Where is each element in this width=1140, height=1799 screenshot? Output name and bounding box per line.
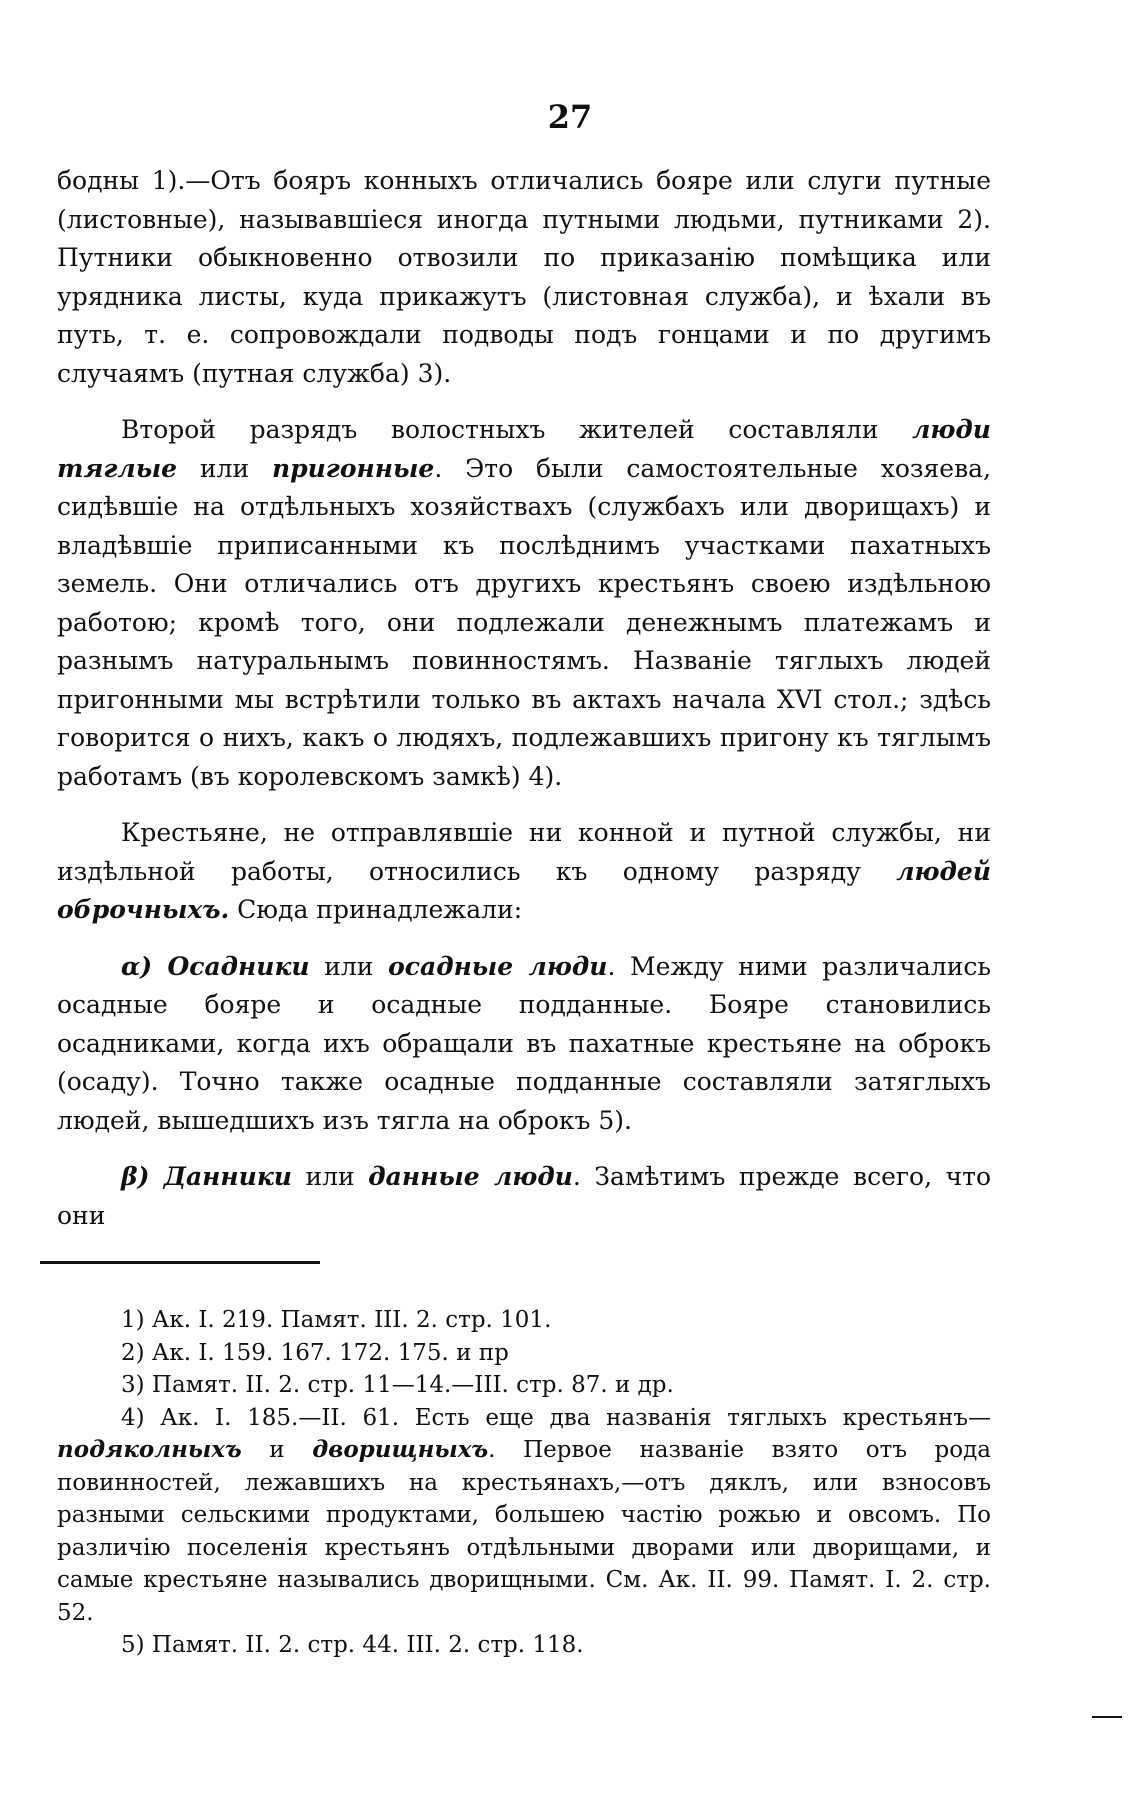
- text-run: 1) Ак. I. 219. Памят. III. 2. стр. 101.: [121, 1307, 552, 1333]
- footnote: [57, 1369, 991, 1402]
- paragraph: [57, 948, 991, 1141]
- text-run: бодны 1).—Отъ бояръ конныхъ отличались бояре или слуги путные (листовные), называвшіеся иногда путными людьми, путниками 2). Путники обыкновенно отвозили по приказанію помѣщика или урядника листы, куда прикажутъ (листовная служба), и ѣхали въ путь, т. е. сопровождали подводы подъ гонцами и по другимъ случаямъ (путная служба) 3).: [57, 166, 991, 388]
- text-run: 2) Ак. I. 159. 167. 172. 175. и пр: [121, 1339, 509, 1366]
- text-run: . Замѣтимъ прежде всего, что они: [57, 1162, 991, 1230]
- edge-mark: [1092, 1716, 1122, 1718]
- footnote: [57, 1304, 991, 1337]
- italic-term: осадные люди: [388, 951, 608, 981]
- text-run: . Между ними различались осадные бояре и осадные подданные. Бояре становились осадниками, когда ихъ обращали въ пахатные крестьяне на оброкъ (осаду). Точно также осадные подданные составляли затяглыхъ людей, вышедшихъ изъ тягла на оброкъ 5).: [57, 951, 991, 1135]
- footnote: [57, 1629, 991, 1662]
- text-run: . Это были самостоятельные хозяева, сидѣвшіе на отдѣльныхъ хозяйствахъ (службахъ или дворищахъ) и владѣвшіе приписанными къ послѣднимъ участками пахатныхъ земель. Они отличались отъ другихъ крестьянъ своею издѣльною работою; кромѣ того, они подлежали денежнымъ платежамъ и разнымъ натуральнымъ повинностямъ. Названіе тяглыхъ людей пригонными мы встрѣтили только въ актахъ начала XVI стол.; здѣсь говорится о нихъ, какъ о людяхъ, подлежавшихъ пригону къ тяглымъ работамъ (въ королевскомъ замкѣ) 4).: [57, 453, 991, 791]
- italic-term: α) Осадники: [121, 951, 310, 981]
- text-run: 3) Памят. II. 2. стр. 11—14.—III. стр. 87. и др.: [121, 1372, 674, 1398]
- text-run: Крестьяне, не отправлявшіе ни конной и путной службы, ни издѣльной работы, относились къ одному разряду: [57, 818, 991, 886]
- text-run: 5) Памят. II. 2. стр. 44. III. 2. стр. 118.: [121, 1632, 584, 1658]
- paragraph: [57, 411, 991, 796]
- text-run: . Первое названіе взято отъ рода повинностей, лежавшихъ на крестьянахъ,—отъ дяклъ, или взносовъ разными сельскими продуктами, большею частію рожью и овсомъ. По различію поселенія крестьянъ отдѣльными дворами или дворищами, и самые крестьяне назывались дворищными. См. Ак. II. 99. Памят. I. 2. стр. 52.: [57, 1437, 992, 1626]
- italic-term: людей оброчныхъ.: [57, 856, 991, 924]
- main-text: [57, 162, 991, 1253]
- paragraph: [57, 814, 991, 930]
- footnote: [57, 1337, 991, 1370]
- paragraph: [57, 162, 991, 393]
- text-run: или: [291, 1162, 369, 1191]
- italic-term: β) Данники: [121, 1162, 292, 1191]
- text-run: 4) Ак. I. 185.—II. 61. Есть еще два названія тяглыхъ крестьянъ—: [121, 1404, 991, 1431]
- footnote-rule: [40, 1261, 320, 1264]
- italic-term: подяколныхъ: [57, 1436, 242, 1463]
- text-run: и: [241, 1437, 313, 1463]
- paragraph: [57, 1158, 991, 1235]
- page-number: 27: [547, 98, 593, 136]
- italic-term: люди тяглые: [57, 415, 991, 483]
- text-run: или: [177, 453, 272, 483]
- text-run: или: [309, 951, 389, 981]
- footnotes: [57, 1304, 991, 1662]
- text-run: Второй разрядъ волостныхъ жителей составляли: [121, 415, 913, 444]
- text-run: Сюда принадлежали:: [229, 895, 523, 924]
- footnote: [57, 1402, 991, 1630]
- italic-term: дворищныхъ: [312, 1436, 489, 1463]
- italic-term: пригонные: [271, 453, 435, 483]
- italic-term: данные люди: [368, 1162, 573, 1191]
